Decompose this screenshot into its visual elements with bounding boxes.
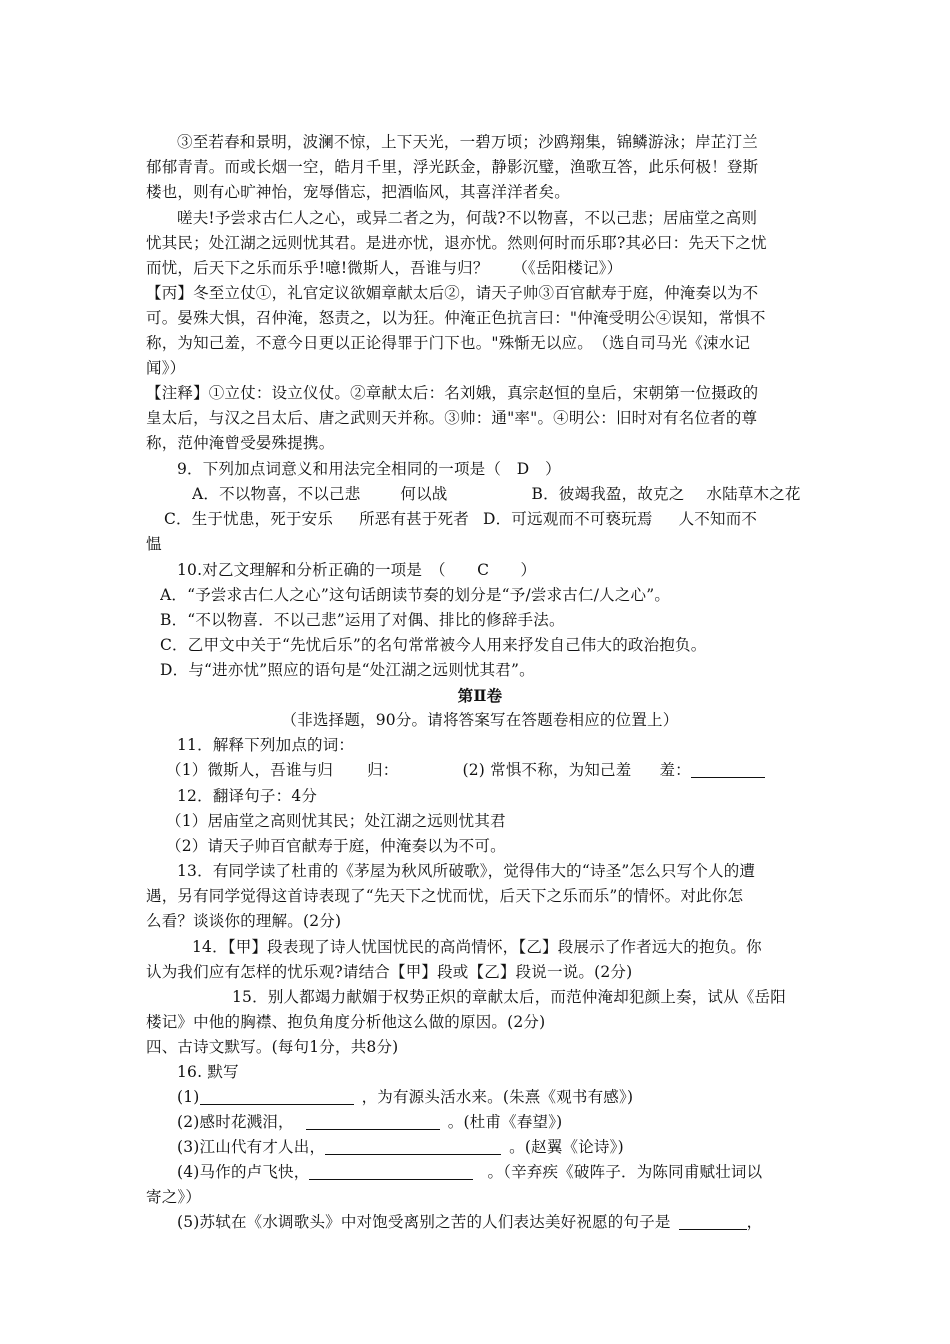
passage-bing-line-4: 闻》） — [146, 359, 186, 377]
q9-option-d: D．可远观而不可亵玩焉 — [482, 510, 653, 528]
q12-stem: 12．翻译句子：4分 — [177, 787, 318, 805]
section-2-subtitle: （非选择题，90分。请将答案写在答题卷相应的位置上） — [281, 711, 679, 729]
q9-option-b: B．彼竭我盈，故克之 — [531, 485, 685, 503]
passage-p3-line-1: ③至若春和景明，波澜不惊，上下天光，一碧万顷；沙鸥翔集，锦鳞游泳；岸芷汀兰 — [177, 133, 758, 151]
q11-stem: 11．解释下列加点的词： — [177, 736, 355, 754]
q9-option-d-wrap: 愠 — [146, 535, 162, 553]
q12-item-2: （2）请天子帅百官献寿于庭，仲淹奏以为不可。 — [166, 837, 506, 855]
q9-option-a: A．不以物喜，不以己悲 — [192, 485, 361, 503]
q16-line-1-prefix: (1) — [177, 1088, 200, 1106]
q16-line-1-suffix: ，为有源头活水来。(朱熹《观书有感》) — [361, 1088, 634, 1106]
notes-line-1: 【注释】①立仗：设立仪仗。②章献太后：名刘娥，真宗赵恒的皇后，宋朝第一位摄政的 — [146, 384, 759, 402]
q16-blank-4[interactable] — [309, 1163, 473, 1180]
q13-line-3: 么看？谈谈你的理解。(2分) — [146, 912, 342, 930]
passage-bing-line-1: 【丙】冬至立仗①，礼官定议欲媚章献太后②，请天子帅③百官献寿于庭，仲淹奏以为不 — [146, 284, 759, 302]
q16-blank-3[interactable] — [325, 1138, 501, 1155]
q16-line-4-wrap: 寄之》） — [146, 1188, 202, 1206]
q11-item-2-word: 羞： — [659, 761, 691, 779]
passage-bing-line-2: 可。晏殊大惧，召仲淹，怒责之，以为狂。仲淹正色抗言曰："仲淹受明公④误知，常惧不 — [146, 309, 766, 327]
q9-stem: 9．下列加点词意义和用法完全相同的一项是（ D ） — [177, 460, 561, 478]
q11-item-1-word: 归： — [367, 761, 399, 779]
notes-line-3: 称，范仲淹曾受晏殊提携。 — [146, 434, 335, 452]
q16-line-5-prefix: (5)苏轼在《水调歌头》中对饱受离别之苦的人们表达美好祝愿的句子是 — [177, 1213, 671, 1231]
section-2-title: 第Ⅱ卷 — [457, 686, 503, 705]
q9-options-ab — [192, 482, 814, 507]
q9-option-b-compare: 水陆草木之花 — [706, 485, 801, 503]
q14-line-1: 14．【甲】段表现了诗人忧国忧民的高尚情怀，【乙】段展示了作者远大的抱负。你 — [192, 938, 762, 956]
q16-line-1 — [177, 1085, 814, 1110]
q10-option-b: B．“不以物喜．不以己悲”运用了对偶、排比的修辞手法。 — [160, 611, 565, 629]
passage-p4-line-1: 嗟夫!予尝求古仁人之心，或异二者之为，何哉?不以物喜，不以己悲；居庙堂之高则 — [177, 209, 758, 227]
passage-p4-line-3: 而忧，后天下之乐而乐乎!噫!微斯人，吾谁与归？ （《岳阳楼记》） — [146, 259, 623, 277]
q9-option-d-compare: 人不知而不 — [678, 510, 758, 528]
q12-item-1: （1）居庙堂之高则忧其民；处江湖之远则忧其君 — [166, 812, 506, 830]
q10-option-d: D．与“进亦忧”照应的语句是“处江湖之远则忧其君”。 — [160, 661, 535, 679]
passage-p3-line-3: 楼也，则有心旷神怡，宠辱偕忘，把酒临风，其喜洋洋者矣。 — [146, 183, 570, 201]
q15-line-1: 15．别人都竭力献媚于权势正炽的章献太后，而范仲淹却犯颜上奏，试从《岳阳 — [232, 988, 786, 1006]
q16-line-3-suffix: 。(赵翼《论诗》) — [509, 1138, 624, 1156]
q16-blank-5[interactable] — [679, 1213, 747, 1230]
q15-line-2: 楼记》中他的胸襟、抱负角度分析他这么做的原因。(2分) — [146, 1013, 546, 1031]
passage-p3-line-2: 郁郁青青。而或长烟一空，皓月千里，浮光跃金，静影沉璧，渔歌互答，此乐何极！登斯 — [146, 158, 759, 176]
q16-line-5-suffix: ， — [746, 1213, 763, 1231]
q13-line-2: 遇，另有同学觉得这首诗表现了“先天下之忧而忧，后天下之乐而乐”的情怀。对此你怎 — [146, 887, 744, 905]
q16-line-3 — [177, 1135, 814, 1160]
q16-line-2 — [177, 1110, 814, 1135]
q16-line-2-suffix: 。(杜甫《春望》) — [447, 1113, 563, 1131]
q16-blank-2[interactable] — [306, 1113, 440, 1130]
passage-bing-line-3: 称，为知己羞，不意今日更以正论得罪于门下也。"殊惭无以应。 （选自司马光《涑水记 — [146, 334, 751, 352]
q16-line-5 — [177, 1210, 814, 1235]
q10-option-c: C．乙甲文中关于“先忧后乐”的名句常常被今人用来抒发自己伟大的政治抱负。 — [160, 636, 707, 654]
q16-line-3-prefix: (3)江山代有才人出， — [177, 1138, 326, 1156]
notes-line-2: 皇太后，与汉之吕太后、唐之武则天并称。③帅：通"率"。④明公：旧时对有名位者的尊 — [146, 409, 758, 427]
q16-line-2-prefix: (2)感时花溅泪， — [177, 1113, 294, 1131]
q11-items — [166, 758, 820, 783]
q11-answer-blank[interactable] — [691, 761, 765, 778]
q11-item-2: (2) 常惧不称，为知己羞 — [462, 761, 632, 779]
q9-option-a-compare: 何以战 — [400, 485, 448, 503]
section-4-title: 四、古诗文默写。(每句1分，共8分) — [146, 1038, 399, 1056]
q16-blank-1[interactable] — [200, 1088, 354, 1105]
q16-line-4 — [177, 1160, 814, 1185]
q9-option-c: C．生于忧患，死于安乐 — [164, 510, 334, 528]
q16-stem: 16. 默写 — [177, 1063, 239, 1081]
passage-p4-line-2: 忧其民；处江湖之远则忧其君。是进亦忧，退亦忧。然则何时而乐耶?其必曰：先天下之忧 — [146, 234, 767, 252]
q14-line-2: 认为我们应有怎样的忧乐观?请结合【甲】段或【乙】段说一说。(2分) — [146, 963, 633, 981]
q9-option-c-compare: 所恶有甚于死者 — [359, 510, 469, 528]
q13-line-1: 13．有同学读了杜甫的《茅屋为秋风所破歌》，觉得伟大的“诗圣”怎么只写个人的遭 — [177, 862, 756, 880]
q11-item-1: （1）微斯人，吾谁与归 — [166, 761, 334, 779]
q10-stem: 10.对乙文理解和分析正确的一项是 （ C ） — [177, 561, 537, 579]
q9-options-cd — [164, 507, 818, 532]
q16-line-4-prefix: (4)马作的卢飞快， — [177, 1163, 310, 1181]
q16-line-4-suffix: 。（辛弃疾《破阵子．为陈同甫赋壮词以 — [487, 1163, 763, 1181]
q10-option-a: A．“予尝求古仁人之心”这句话朗读节奏的划分是“予/尝求古仁/人之心”。 — [160, 586, 671, 604]
